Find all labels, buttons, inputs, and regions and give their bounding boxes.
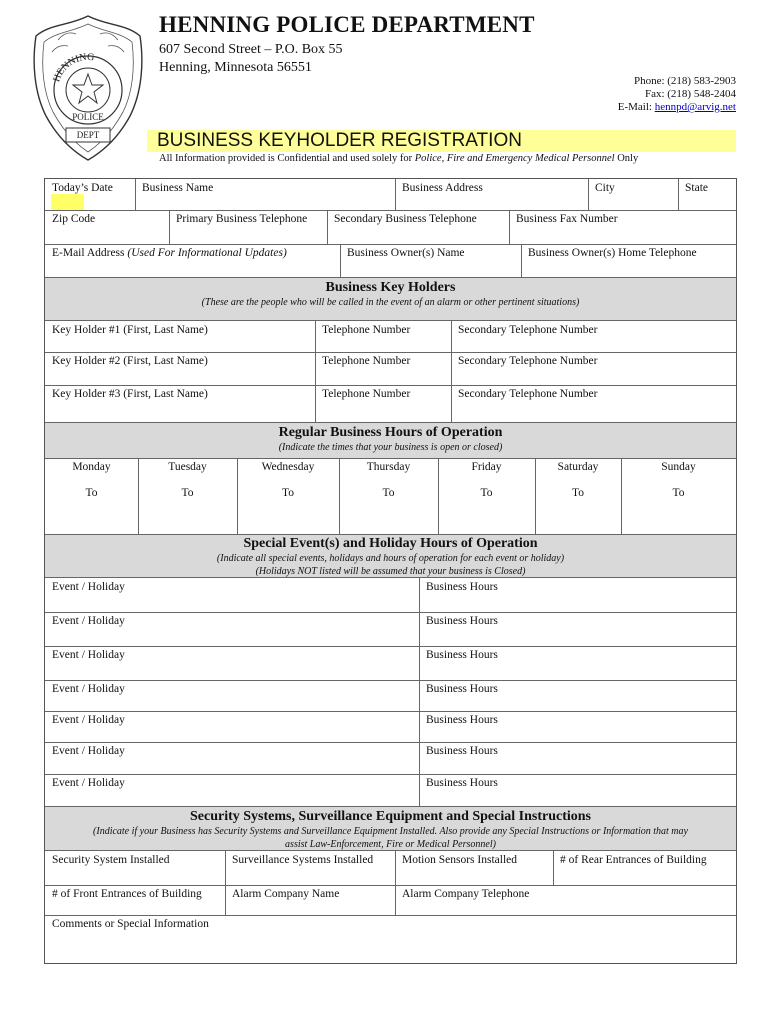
department-address <box>159 41 343 77</box>
day-column-wednesday[interactable] <box>237 459 339 534</box>
special-events-subtitle-2: (Holidays NOT listed will be assumed that your business is Closed) <box>255 566 526 577</box>
day-label: Tuesday <box>168 461 207 473</box>
rear-entrances-field[interactable]: # of Rear Entrances of Building <box>560 854 707 866</box>
front-entrances-field[interactable]: # of Front Entrances of Building <box>52 888 202 900</box>
day-column-tuesday[interactable] <box>138 459 237 534</box>
security-subtitle-1: (Indicate if your Business has Security Systems and Surveillance Equipment Installed. Also provide any Special Instructions or Information that may <box>93 826 688 837</box>
email-line <box>618 101 736 114</box>
day-label: Thursday <box>366 461 411 473</box>
owner-name-field[interactable]: Business Owner(s) Name <box>347 247 465 259</box>
event-holiday-field[interactable]: Event / Holiday <box>52 745 125 757</box>
confidentiality-note <box>159 153 638 164</box>
key-holder-phone-field[interactable]: Telephone Number <box>322 355 411 367</box>
email-link[interactable]: hennpd@arvig.net <box>654 101 736 113</box>
zip-code-field[interactable]: Zip Code <box>52 213 96 225</box>
key-holders-subtitle: (These are the people who will be called in the event of an alarm or other pertinent situations) <box>201 297 580 308</box>
key-holders-section <box>45 277 736 321</box>
key-holder-phone-field[interactable]: Telephone Number <box>322 324 411 336</box>
primary-phone-field[interactable]: Primary Business Telephone <box>176 213 308 225</box>
special-events-section <box>45 534 736 578</box>
day-column-saturday[interactable] <box>535 459 621 534</box>
conf-prefix: All Information provided is Confidential and used solely for <box>159 153 415 164</box>
key-holder-secondary-phone-field[interactable]: Secondary Telephone Number <box>458 324 598 336</box>
police-badge-logo <box>28 12 148 162</box>
event-hours-field[interactable]: Business Hours <box>426 615 498 627</box>
key-holder-name-field[interactable]: Key Holder #1 (First, Last Name) <box>52 324 208 336</box>
business-email-label: E-Mail Address <box>52 247 128 259</box>
event-holiday-field[interactable]: Event / Holiday <box>52 777 125 789</box>
security-subtitle-2: assist Law-Enforcement, Fire or Medical Personnel) <box>285 839 496 850</box>
event-holiday-field[interactable]: Event / Holiday <box>52 683 125 695</box>
department-contact <box>618 75 736 114</box>
motion-sensors-field[interactable]: Motion Sensors Installed <box>402 854 517 866</box>
business-name-field[interactable]: Business Name <box>142 182 214 194</box>
conf-suffix: Only <box>614 153 639 164</box>
business-email-field[interactable] <box>45 244 340 277</box>
todays-date-field[interactable]: Today’s Date <box>52 182 113 194</box>
fax-text: Fax: (218) 548-2404 <box>644 88 736 100</box>
business-address-field[interactable]: Business Address <box>402 182 483 194</box>
state-field[interactable]: State <box>685 182 708 194</box>
security-section <box>45 806 736 851</box>
email-label: E-Mail: <box>617 101 655 113</box>
department-title: HENNING POLICE DEPARTMENT <box>159 12 535 37</box>
special-events-title: Special Event(s) and Holiday Hours of Operation <box>243 536 538 551</box>
security-title: Security Systems, Surveillance Equipment and Special Instructions <box>190 809 591 824</box>
hours-section <box>45 422 736 459</box>
event-holiday-field[interactable]: Event / Holiday <box>52 649 125 661</box>
to-label: To <box>282 487 294 499</box>
event-holiday-field[interactable]: Event / Holiday <box>52 581 125 593</box>
to-label: To <box>672 487 685 499</box>
day-column-thursday[interactable] <box>339 459 438 534</box>
fax-number-field[interactable]: Business Fax Number <box>516 213 618 225</box>
day-label: Monday <box>72 461 111 473</box>
event-holiday-field[interactable]: Event / Holiday <box>52 615 125 627</box>
alarm-phone-field[interactable]: Alarm Company Telephone <box>402 888 530 900</box>
event-hours-field[interactable]: Business Hours <box>426 683 498 695</box>
event-hours-field[interactable]: Business Hours <box>426 777 498 789</box>
comments-field[interactable]: Comments or Special Information <box>52 918 209 930</box>
key-holder-secondary-phone-field[interactable]: Secondary Telephone Number <box>458 355 598 367</box>
badge-bottom-text: DEPT <box>76 130 100 140</box>
security-system-field[interactable]: Security System Installed <box>52 854 170 866</box>
badge-middle-text: POLICE <box>72 112 104 122</box>
day-label: Wednesday <box>261 461 315 473</box>
day-label: Saturday <box>557 461 599 473</box>
key-holder-phone-field[interactable]: Telephone Number <box>322 388 411 400</box>
event-hours-field[interactable]: Business Hours <box>426 581 498 593</box>
badge-top-text: HENNING <box>51 51 95 84</box>
event-holiday-field[interactable]: Event / Holiday <box>52 714 125 726</box>
event-hours-field[interactable]: Business Hours <box>426 745 498 757</box>
to-label: To <box>572 487 584 499</box>
business-email-note: (Used For Informational Updates) <box>127 247 287 259</box>
event-hours-field[interactable]: Business Hours <box>426 649 498 661</box>
owner-phone-field[interactable]: Business Owner(s) Home Telephone <box>528 247 697 259</box>
to-label: To <box>85 487 98 499</box>
key-holders-title: Business Key Holders <box>325 280 456 295</box>
day-label: Friday <box>471 461 502 473</box>
surveillance-systems-field[interactable]: Surveillance Systems Installed <box>232 854 374 866</box>
phone-text: Phone: (218) 583-2903 <box>633 75 736 87</box>
hours-title: Regular Business Hours of Operation <box>278 425 503 440</box>
to-label: To <box>181 487 194 499</box>
key-holder-name-field[interactable]: Key Holder #3 (First, Last Name) <box>52 388 208 400</box>
key-holder-secondary-phone-field[interactable]: Secondary Telephone Number <box>458 388 598 400</box>
secondary-phone-field[interactable]: Secondary Business Telephone <box>334 213 477 225</box>
event-hours-field[interactable]: Business Hours <box>426 714 498 726</box>
day-column-monday[interactable] <box>45 459 138 534</box>
day-label: Sunday <box>661 461 696 473</box>
to-label: To <box>382 487 395 499</box>
alarm-company-field[interactable]: Alarm Company Name <box>232 888 340 900</box>
form-title-banner: BUSINESS KEYHOLDER REGISTRATION <box>147 130 736 152</box>
address-line-1: 607 Second Street – P.O. Box 55 <box>159 42 343 57</box>
hours-subtitle: (Indicate the times that your business is open or closed) <box>278 442 503 453</box>
day-column-sunday[interactable] <box>621 459 736 534</box>
city-field[interactable]: City <box>595 182 615 194</box>
conf-italic: Police, Fire and Emergency Medical Personnel <box>414 153 615 164</box>
to-label: To <box>480 487 493 499</box>
address-line-2: Henning, Minnesota 56551 <box>159 60 312 75</box>
day-column-friday[interactable] <box>438 459 535 534</box>
special-events-subtitle-1: (Indicate all special events, holidays and hours of operation for each event or holiday) <box>216 553 565 564</box>
key-holder-name-field[interactable]: Key Holder #2 (First, Last Name) <box>52 355 208 367</box>
registration-form <box>44 178 737 964</box>
